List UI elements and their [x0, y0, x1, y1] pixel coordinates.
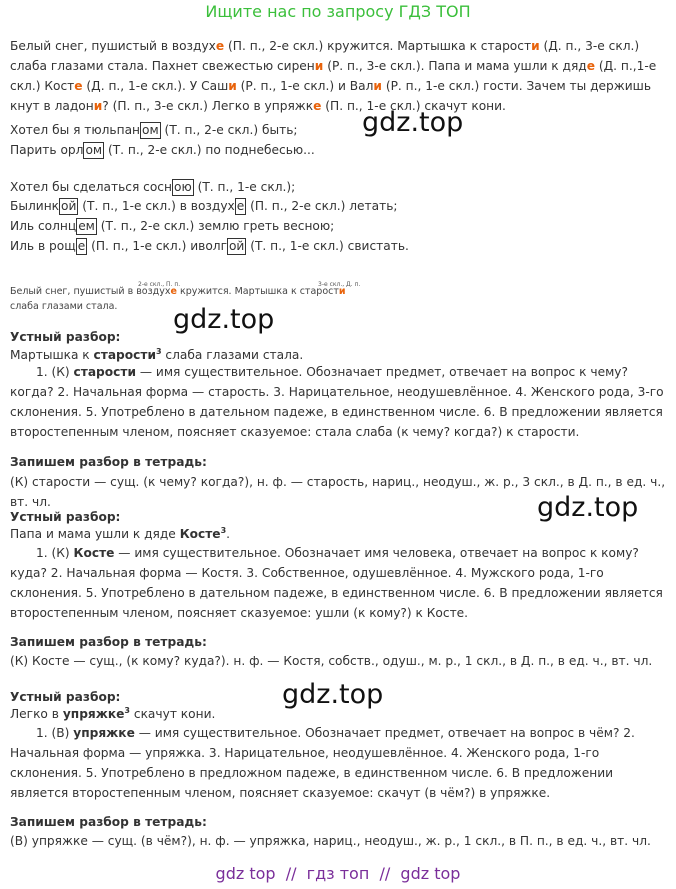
analysis-sentence: Папа и мама ушли к дяде Косте$^3$. — [10, 525, 231, 541]
analysis-item: 1. (К) Косте — имя существительное. Обозначает имя человека, отвечает на вопрос к кому? куда? 2. Начальная форма — Костя. 3. Собственное, одушевлённое. 4. Мужского рода, 1-го склонения. 5. Употреблено в дательном падеже, в единственном числе. 6. В предложении является второстепенным членом, поясняет сказуемое: ушли (к кому?) к Косте. — [10, 546, 663, 620]
section-heading: Устный разбор: — [10, 330, 121, 344]
poem-line: Иль солнц ем (Т. п., 2-е скл.) землю греть весною; — [10, 219, 335, 233]
case-annotation: 3-е скл., Д. п. — [318, 281, 361, 288]
poem-line: Парить орл ом (Т. п., 2-е скл.) по поднебесью... — [10, 143, 315, 157]
notebook-record: (К) Косте — сущ., (к кому? куда?). н. ф. — Костя, собств., одуш., м. р., 1 скл., в Д. п., в ед. ч., вт. чл. — [10, 654, 653, 668]
poem-line: Былинк ой (Т. п., 1-е скл.) в воздух е (П. п., 2-е скл.) летать; — [10, 199, 398, 213]
footer-banner: gdz top // гдз топ // gdz top — [215, 864, 461, 883]
poem-line: Хотел бы я тюльпан ом (Т. п., 2-е скл.) быть; — [10, 123, 298, 137]
scanned-text-line: слаба глазами стала. — [10, 301, 118, 312]
case-annotation: 2-е скл., П. п. — [138, 281, 181, 288]
watermark: gdz.top — [173, 304, 275, 335]
section-heading: Устный разбор: — [10, 510, 121, 524]
watermark: gdz.top — [537, 492, 639, 523]
poem-line: Хотел бы сделаться сосн ою (Т. п., 1-е скл.); — [10, 180, 296, 194]
watermark: gdz.top — [362, 107, 464, 138]
poem-line: Иль в рощ е (П. п., 1-е скл.) иволг ой (Т. п., 1-е скл.) свистать. — [10, 239, 409, 253]
section-heading: Запишем разбор в тетрадь: — [10, 635, 207, 649]
watermark: gdz.top — [282, 679, 384, 710]
notebook-record: (К) старости — сущ. (к чему? когда?), н. ф. — старость, нариц., неодуш., ж. р., 3 скл., в Д. п., в ед. ч., вт. чл. — [10, 475, 666, 509]
page-header: Ищите нас по запросу ГДЗ ТОП — [205, 2, 471, 21]
scanned-text-line: Белый снег, пушистый в воздухе кружится. Мартышка к старости — [10, 286, 346, 297]
section-heading: Запишем разбор в тетрадь: — [10, 815, 207, 829]
analysis-item: 1. (К) старости — имя существительное. Обозначает предмет, отвечает на вопрос к чему? когда? 2. Начальная форма — старость. 3. Нарицательное, неодушевлённое. 4. Женского рода, 3-го склонения. 5. Употреблено в дательном падеже, в единственном числе. 6. В предложении является второстепенным членом, поясняет сказуемое: стала слаба (к чему? когда?) к старости. — [10, 365, 664, 439]
section-heading: Устный разбор: — [10, 690, 121, 704]
section-heading: Запишем разбор в тетрадь: — [10, 455, 207, 469]
analysis-sentence: Легко в упряжке$^3$ скачут кони. — [10, 705, 216, 721]
notebook-record: (В) упряжке — сущ. (в чём?), н. ф. — упряжка, нариц., неодуш., ж. р., 1 скл., в П. п., в ед. ч., вт. чл. — [10, 834, 651, 848]
analysis-sentence: Мартышка к старости$^3$ слаба глазами стала. — [10, 346, 304, 362]
analysis-item: 1. (В) упряжке — имя существительное. Обозначает предмет, отвечает на вопрос в чём? 2. Начальная форма — упряжка. 3. Нарицательное, неодушевлённое. 4. Женского рода, 1-го склонения. 5. Употреблено в предложном падеже, в единственном числе. 6. В предложении является второстепенным членом, поясняет сказуемое: скачут (в чём?) в упряжке. — [10, 726, 635, 800]
exercise-paragraph: Белый снег, пушистый в воздухе (П. п., 2-е скл.) кружится. Мартышка к старости (Д. п., 3-е скл.) слаба глазами стала. Пахнет свежестью сирени (Р. п., 3-е скл.). Папа и мама ушли к дяде (Д. п.,1-е скл.) Косте (Д. п., 1-е скл.). У Саши (Р. п., 1-е скл.) и Вали (Р. п., 1-е скл.) гости. Зачем ты держишь кнут в ладони? (П. п., 3-е скл.) Легко в упряжке (П. п., 1-е скл.) скачут кони. — [10, 39, 657, 113]
